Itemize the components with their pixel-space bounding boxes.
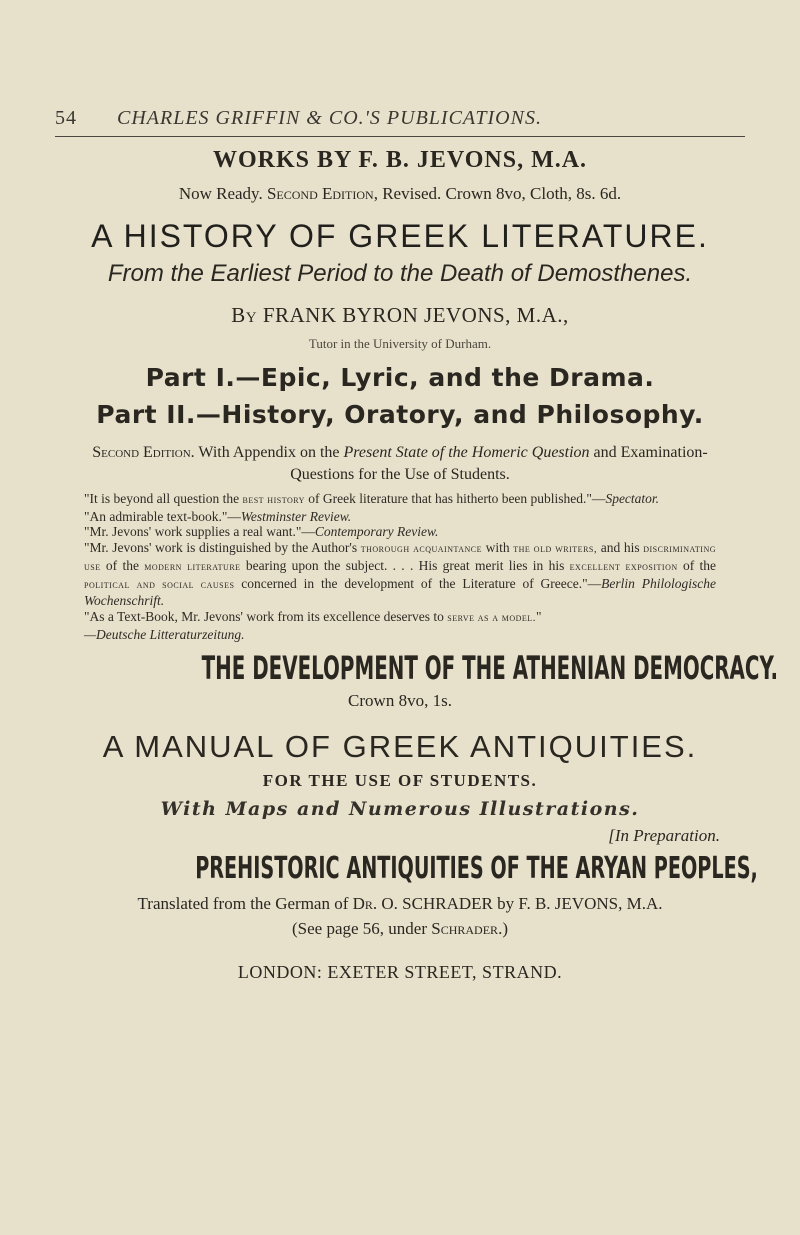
running-title: CHARLES GRIFFIN & CO.'S PUBLICATIONS. — [117, 107, 542, 129]
manual-illustrations: With Maps and Numerous Illustrations. — [160, 798, 640, 820]
note-title: Present State of the Homeric Question — [343, 444, 590, 461]
edition-label: Second Edition — [266, 184, 374, 203]
quote-emphasis: best history — [242, 494, 305, 506]
translation-line — [80, 894, 720, 914]
see-prefix: (See page 56, under — [292, 919, 432, 938]
quote-source: Berlin Philologische Wochenschrift. — [84, 575, 716, 609]
edition-line — [80, 184, 720, 204]
quote-emphasis: modern literature — [144, 560, 241, 573]
quote-source: Westminster Review. — [240, 508, 352, 524]
quote-text: "It is beyond all question the — [84, 491, 243, 506]
book-title: A HISTORY OF GREEK LITERATURE. — [91, 218, 709, 254]
review-quote — [84, 524, 716, 540]
quote-text: "Mr. Jevons' work supplies a real want."— — [84, 524, 315, 540]
works-heading: WORKS BY F. B. JEVONS, M.A. — [212, 147, 588, 173]
quote-text: of the — [100, 557, 145, 573]
athenian-title: THE DEVELOPMENT OF THE ATHENIAN DEMOCRACY. — [201, 649, 779, 687]
review-quote — [84, 509, 716, 525]
quote-text: " — [535, 608, 542, 624]
review-quotes — [84, 491, 716, 642]
see-reference — [80, 919, 720, 939]
quote-emphasis: discriminating use — [84, 543, 716, 573]
quote-source: —Deutsche Litteraturzeitung. — [84, 626, 245, 642]
second-edition-lead: Second Edition. — [92, 444, 195, 461]
quote-text: "As a Text-Book, Mr. Jevons' work from its excellence deserves to — [84, 608, 448, 624]
part-one: Part I.—Epic, Lyric, and the Drama. — [145, 363, 655, 392]
author-position: Tutor in the University of Durham. — [308, 336, 492, 351]
imprint-footer: LONDON: EXETER STREET, STRAND. — [237, 962, 563, 982]
manual-for-line: FOR THE USE OF STUDENTS. — [262, 771, 538, 790]
see-suffix: .) — [498, 919, 508, 938]
quote-text: with — [482, 540, 514, 556]
translation-prefix: Translated from the German of — [137, 894, 353, 913]
second-edition-note — [87, 442, 713, 486]
review-quote — [84, 491, 716, 509]
part-two: Part II.—History, Oratory, and Philosophy. — [96, 400, 704, 429]
quote-text: "Mr. Jevons' work is distinguished by the Author's — [84, 540, 361, 556]
translation-suffix: O. SCHRADER by F. B. JEVONS, M.A. — [377, 894, 663, 913]
review-quote — [84, 540, 716, 609]
manual-status: [In Preparation. — [608, 826, 720, 845]
quote-text: of Greek literature that has hitherto been published."— — [304, 491, 606, 506]
note-text-2: and Examination-Questions for the Use of Students. — [290, 444, 708, 483]
running-header — [55, 107, 745, 137]
quote-source: Contemporary Review. — [314, 524, 439, 540]
manual-title: A MANUAL OF GREEK ANTIQUITIES. — [102, 729, 698, 764]
translation-dr: Dr. — [352, 894, 378, 913]
athenian-format: Crown 8vo, 1s. — [348, 691, 452, 710]
quote-text: of the — [677, 557, 716, 573]
quote-emphasis: the old writers, — [513, 543, 598, 556]
quote-text: concerned in the development of the Literature of Greece."— — [234, 575, 602, 591]
prehistoric-title: PREHISTORIC ANTIQUITIES OF THE ARYAN PEOPLES, — [195, 851, 758, 886]
review-quote — [84, 609, 716, 642]
quote-emphasis: excellent exposition — [569, 560, 678, 573]
edition-suffix: , Revised. Crown 8vo, Cloth, 8s. 6d. — [373, 184, 622, 203]
header-rule — [55, 136, 745, 137]
author-name: FRANK BYRON JEVONS, M.A., — [257, 303, 569, 327]
quote-emphasis: thorough acquaintance — [360, 543, 483, 556]
quote-emphasis: serve as a model. — [447, 611, 536, 624]
quote-text: and his — [597, 540, 644, 556]
quote-source: Spectator. — [605, 491, 660, 506]
note-text-1: With Appendix on the — [194, 444, 344, 461]
author-by: By — [231, 303, 258, 327]
book-subtitle: From the Earliest Period to the Death of Demosthenes. — [107, 260, 693, 287]
author-line — [80, 303, 720, 328]
quote-text: "An admirable text-book."— — [84, 508, 241, 524]
quote-text: bearing upon the subject. . . . His great merit lies in his — [240, 557, 570, 573]
see-name: Schrader — [431, 919, 499, 938]
page-number: 54 — [55, 107, 77, 129]
quote-emphasis: political and social causes — [84, 578, 235, 591]
edition-prefix: Now Ready. — [178, 184, 267, 203]
